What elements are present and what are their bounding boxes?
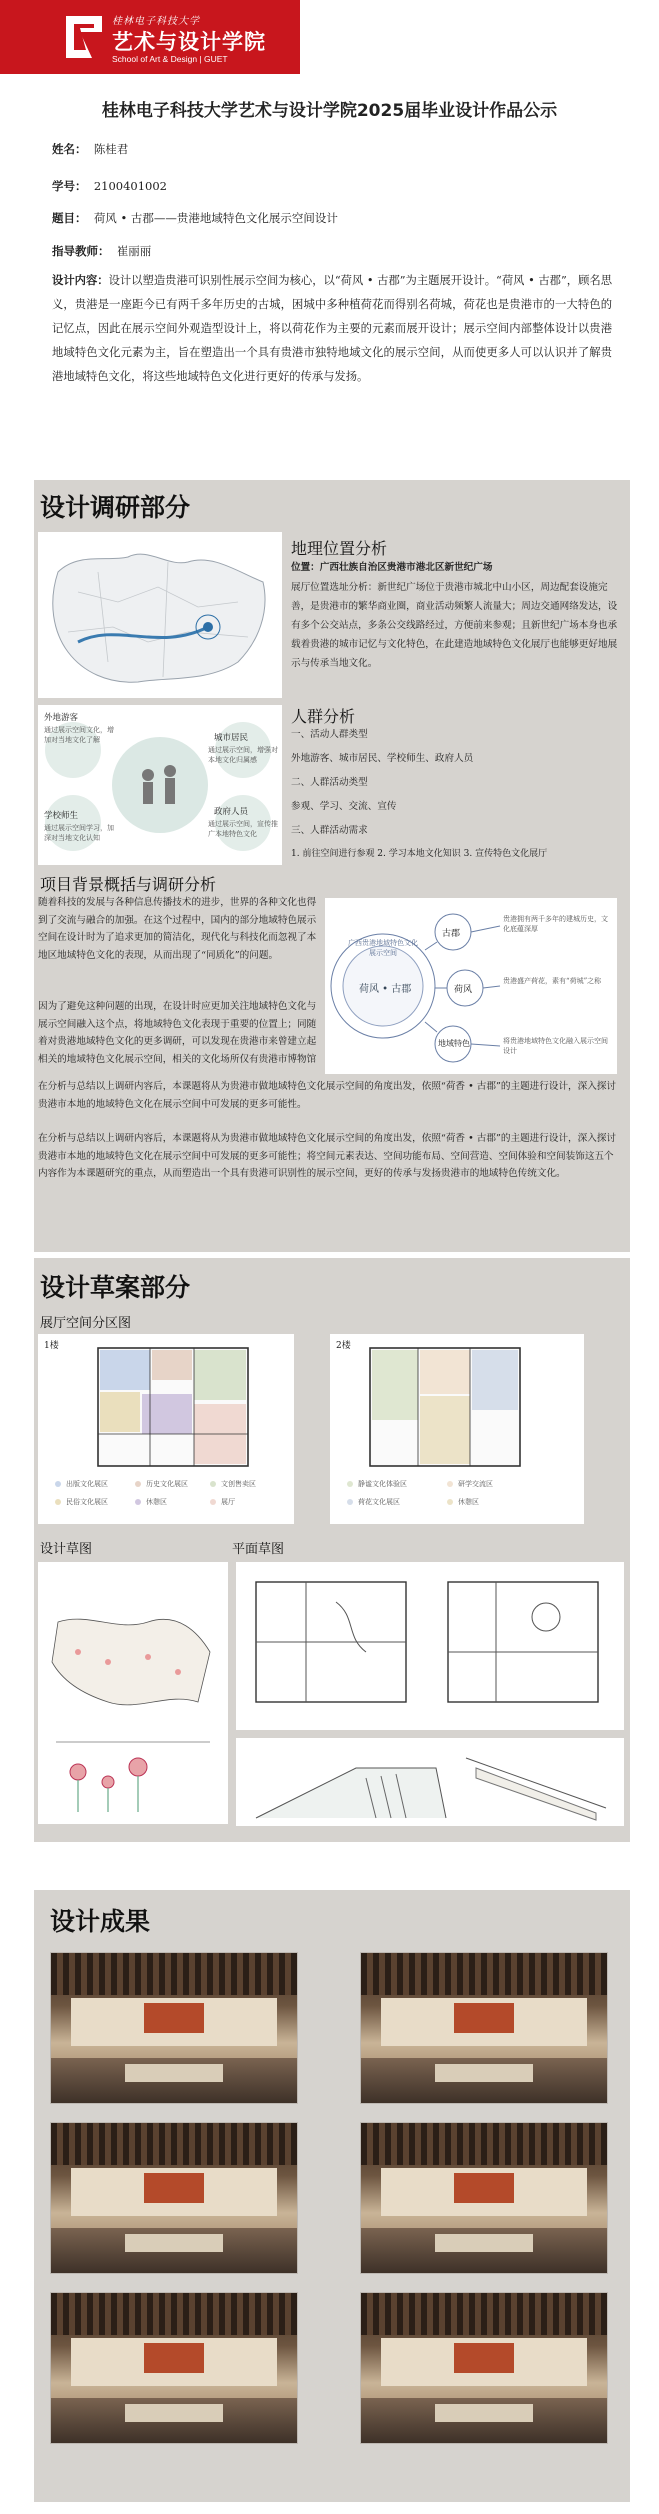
crowd-line-3: 二、人群活动类型 [291,777,368,788]
crowd-note-resident: 通过展示空间，增强对本地文化归属感 [208,746,278,764]
mind-map-branch-3: 地域特色 [438,1039,470,1048]
crowd-note-tourist: 通过展示空间文化，增加对当地文化了解 [44,726,114,744]
design-sketch [38,1562,228,1824]
f2-legend-1: 静谧文化体验区 [358,1480,407,1488]
research-heading: 设计调研部分 [40,493,191,522]
crowd-diagram [38,705,282,865]
crowd-title: 人群分析 [291,707,356,726]
f1-legend-4: 民俗文化展区 [66,1498,108,1506]
geo-location: 位置：广西壮族自治区贵港市港北区新世纪广场 [291,562,493,573]
geo-analysis: 展厅位置选址分析：新世纪广场位于贵港市城北中山小区，周边配套设施完善，是贵港市的繁华商业圈，商业活动频繁人流量大；周边交通网络发达，设有多个公交站点，多条公交线路经过，方便前来参观；且新世纪广场本身也承载着贵港的城市记忆与文化特色，在此建造地域特色文化展厅也能够更好地展示与传承当地文化。 [291,582,618,669]
info-topic: 题目： 荷风 • 古郡——贵港地域特色文化展示空间设计 [52,211,338,225]
crowd-node-student: 学校师生 [44,811,79,821]
crowd-line-4: 参观、学习、交流、宣传 [291,801,397,812]
geo-title: 地理位置分析 [291,539,388,558]
background-title: 项目背景概括与调研分析 [40,875,217,894]
location-map [38,532,282,698]
info-advisor: 指导教师： 崔丽丽 [52,244,152,258]
crowd-node-resident: 城市居民 [214,733,249,743]
school-name-small: 桂林电子科技大学 [112,16,200,27]
f1-legend-3: 文创售卖区 [221,1480,256,1488]
background-para-1: 随着科技的发展与各种信息传播技术的进步，世界的各种文化也得到了交流与融合的加强。在这个过程中，国内的部分地域特色展示空间在设计时为了追求更加的简洁化，现代化与科技化而忽视了本地区地域特色文化的表现，从而出现了“同质化”的问题。 [38,897,317,961]
render-photo-3 [50,2122,298,2274]
college-logo-icon [62,12,106,62]
plan-title: 平面草图 [232,1542,285,1557]
f1-legend-1: 出版文化展区 [66,1480,108,1488]
render-photo-2 [360,1952,608,2104]
crowd-note-government: 通过展示空间，宣传推广本地特色文化 [208,820,278,838]
mind-map [325,898,617,1074]
mind-map-center: 荷风 • 古郡 [359,984,412,995]
mind-map-note-2: 贵港盛产荷花，素有“荷城”之称 [503,977,602,985]
render-photo-1 [50,1952,298,2104]
mind-map-branch-2: 荷风 [454,985,473,995]
floor-2-label: 2楼 [336,1341,351,1351]
crowd-note-student: 通过展示空间学习，加深对当地文化认知 [44,824,114,842]
crowd-line-2: 外地游客、城市居民、学校师生、政府人员 [291,753,474,764]
f1-legend-6: 展厅 [221,1498,235,1506]
design-description: 设计内容：设计以塑造贵港可识别性展示空间为核心，以“荷风 • 古郡”为主题展开设计。“荷风 • 古郡”，顾名思义，贵港是一座距今已有两千多年历史的古城，困城中多种植荷花而得别名荷城，荷花也是贵港市的一大特色的记忆点，因此在展示空间外观造型设计上，将以荷花作为主要的元素而展开设计；展示空间内部整体设计以贵港地域特色文化元素为主，旨在塑造出一个具有贵港市独特地域文化的展示空间，从而使更多人可以认识并了解贵港地域特色文化，将这些地域特色文化进行更好的传承与发扬。 [52,273,612,383]
render-photo-6 [360,2292,608,2444]
draft-heading: 设计草案部分 [40,1273,191,1302]
page-title: 桂林电子科技大学艺术与设计学院2025届毕业设计作品公示 [101,101,558,121]
plan-sketch [236,1562,624,1730]
mind-map-branch-1: 古郡 [442,929,461,939]
results-heading: 设计成果 [50,1907,151,1936]
background-para-2: 在分析与总结以上调研内容后，本课题将从为贵港市做地域特色文化展示空间的角度出发，依照“荷香 • 古郡”的主题进行设计，深入探讨贵港市本地的地域特色文化在展示空间中可发展的更多可能性。 [38,1081,617,1110]
floor-1-zoning [38,1334,294,1524]
render-photo-5 [50,2292,298,2444]
zoning-title: 展厅空间分区图 [40,1316,132,1331]
floor-2-zoning [330,1334,584,1524]
crowd-line-6: 1. 前往空间进行参观 2. 学习本地文化知识 3. 宣传特色文化展厅 [291,849,548,859]
f2-legend-3: 荷花文化展区 [358,1498,400,1506]
perspective-sketch [236,1738,624,1826]
crowd-node-government: 政府人员 [214,807,249,817]
sketch-title: 设计草图 [40,1542,93,1557]
f1-legend-2: 历史文化展区 [146,1480,188,1488]
info-id: 学号： 2100401002 [52,179,167,193]
crowd-line-1: 一、活动人群类型 [291,729,368,740]
crowd-line-5: 三、人群活动需求 [291,825,368,836]
render-photo-4 [360,2122,608,2274]
floor-1-label: 1楼 [44,1341,59,1351]
info-name: 姓名： 陈桂君 [52,142,129,156]
background-para-3: 在分析与总结以上调研内容后，本课题将从为贵港市做地域特色文化展示空间的角度出发，依照“荷香 • 古郡”的主题进行设计，深入探讨贵港市本地的地域特色文化在展示空间中可发展的更多可能性；将空间元素表达、空间功能布局、空间营造、空间体验和空间装饰这五个内容作为本课题研究的重点，从而塑造出一个具有贵港可识别性的展示空间，更好的传承与发扬贵港市的地域特色传统文化。 [38,1133,617,1179]
f2-legend-2: 研学交流区 [458,1480,493,1488]
background-para-2a: 因为了避免这种问题的出现，在设计时应更加关注地域特色文化与展示空间融入这个点，将地域特色文化表现于重要的位置上；同随着对贵港地域特色文化的更多调研，可以发现在贵港市来曾建立起相关的地域特色文化展示空间，相关的文化场所仅有贵港市博物馆 [38,1001,317,1064]
mind-map-note-1: 贵港拥有两千多年的建城历史，文化底蕴深厚 [503,915,608,933]
f1-legend-5: 休憩区 [146,1498,167,1506]
college-name-cn: 艺术与设计学院 [112,30,266,54]
mind-map-note-3: 将贵港地域特色文化融入展示空间设计 [503,1037,608,1055]
college-name-en: School of Art & Design | GUET [112,54,228,64]
crowd-node-tourist: 外地游客 [44,713,79,723]
mind-map-ring: 广西贵港地域特色文化展示空间 [348,939,418,957]
f2-legend-4: 休憩区 [458,1498,479,1506]
